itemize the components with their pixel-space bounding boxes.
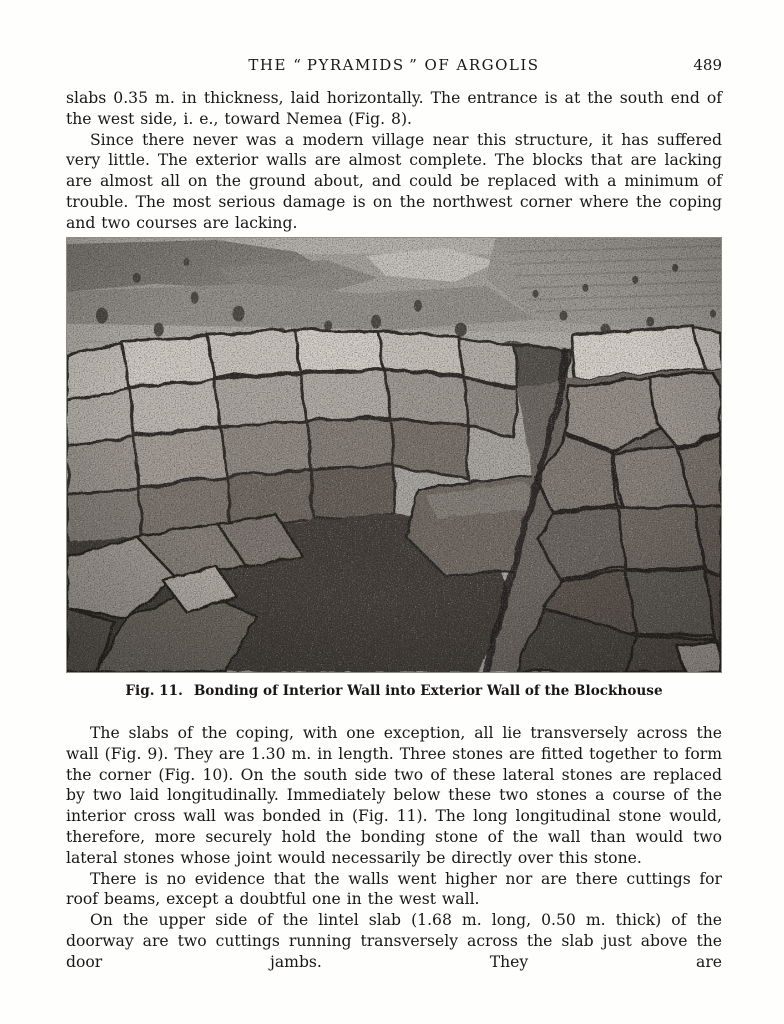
paragraph-1: slabs 0.35 m. in thickness, laid horizontally. The entrance is at the south end of the west side, i. e., toward Nemea (Fig. 8).: [66, 89, 722, 128]
running-head-title: THE “ PYRAMIDS ” OF ARGOLIS: [248, 56, 540, 74]
figure-caption: [66, 683, 722, 699]
body-text-bottom: [66, 683, 722, 973]
paragraph-4: There is no evidence that the walls went higher nor are there cuttings for roof beams, except a doubtful one in the west wall.: [66, 869, 722, 909]
paragraph-5: On the upper side of the lintel slab (1.68 m. long, 0.50 m. thick) of the doorway are two cuttings running transversely across the slab just above the door jambs. They are: [66, 911, 722, 971]
figure-11: [66, 237, 722, 673]
figure-caption-text: Bonding of Interior Wall into Exterior Wall of the Blockhouse: [193, 683, 663, 699]
paragraph-3: The slabs of the coping, with one exception, all lie transversely across the wall (Fig. 9). They are 1.30 m. in length. Three stones are fitted together to form the corner (Fig. 10). On the south side two of these lateral stones are replaced by two laid longitudinally. Immediately below these two stones a course of the interior cross wall was bonded in (Fig. 11). The long longitudinal stone would, therefore, more securely hold the bonding stone of the wall than would two lateral stones whose joint would necessarily be directly over this stone.: [66, 724, 722, 867]
figure-caption-label: Fig. 11.: [125, 683, 183, 699]
vignette: [67, 238, 721, 672]
body-text-top: [66, 88, 722, 234]
page-number: 489: [693, 56, 722, 74]
stone-wall-photograph: [67, 238, 721, 672]
running-head: [66, 56, 722, 74]
figure-photo: [66, 237, 722, 673]
paragraph-2: Since there never was a modern village near this structure, it has suffered very little. The exterior walls are almost complete. The blocks that are lacking are almost all on the ground about, and could be replaced with a minimum of trouble. The most serious damage is on the northwest corner where the coping and two courses are lacking.: [66, 130, 722, 232]
